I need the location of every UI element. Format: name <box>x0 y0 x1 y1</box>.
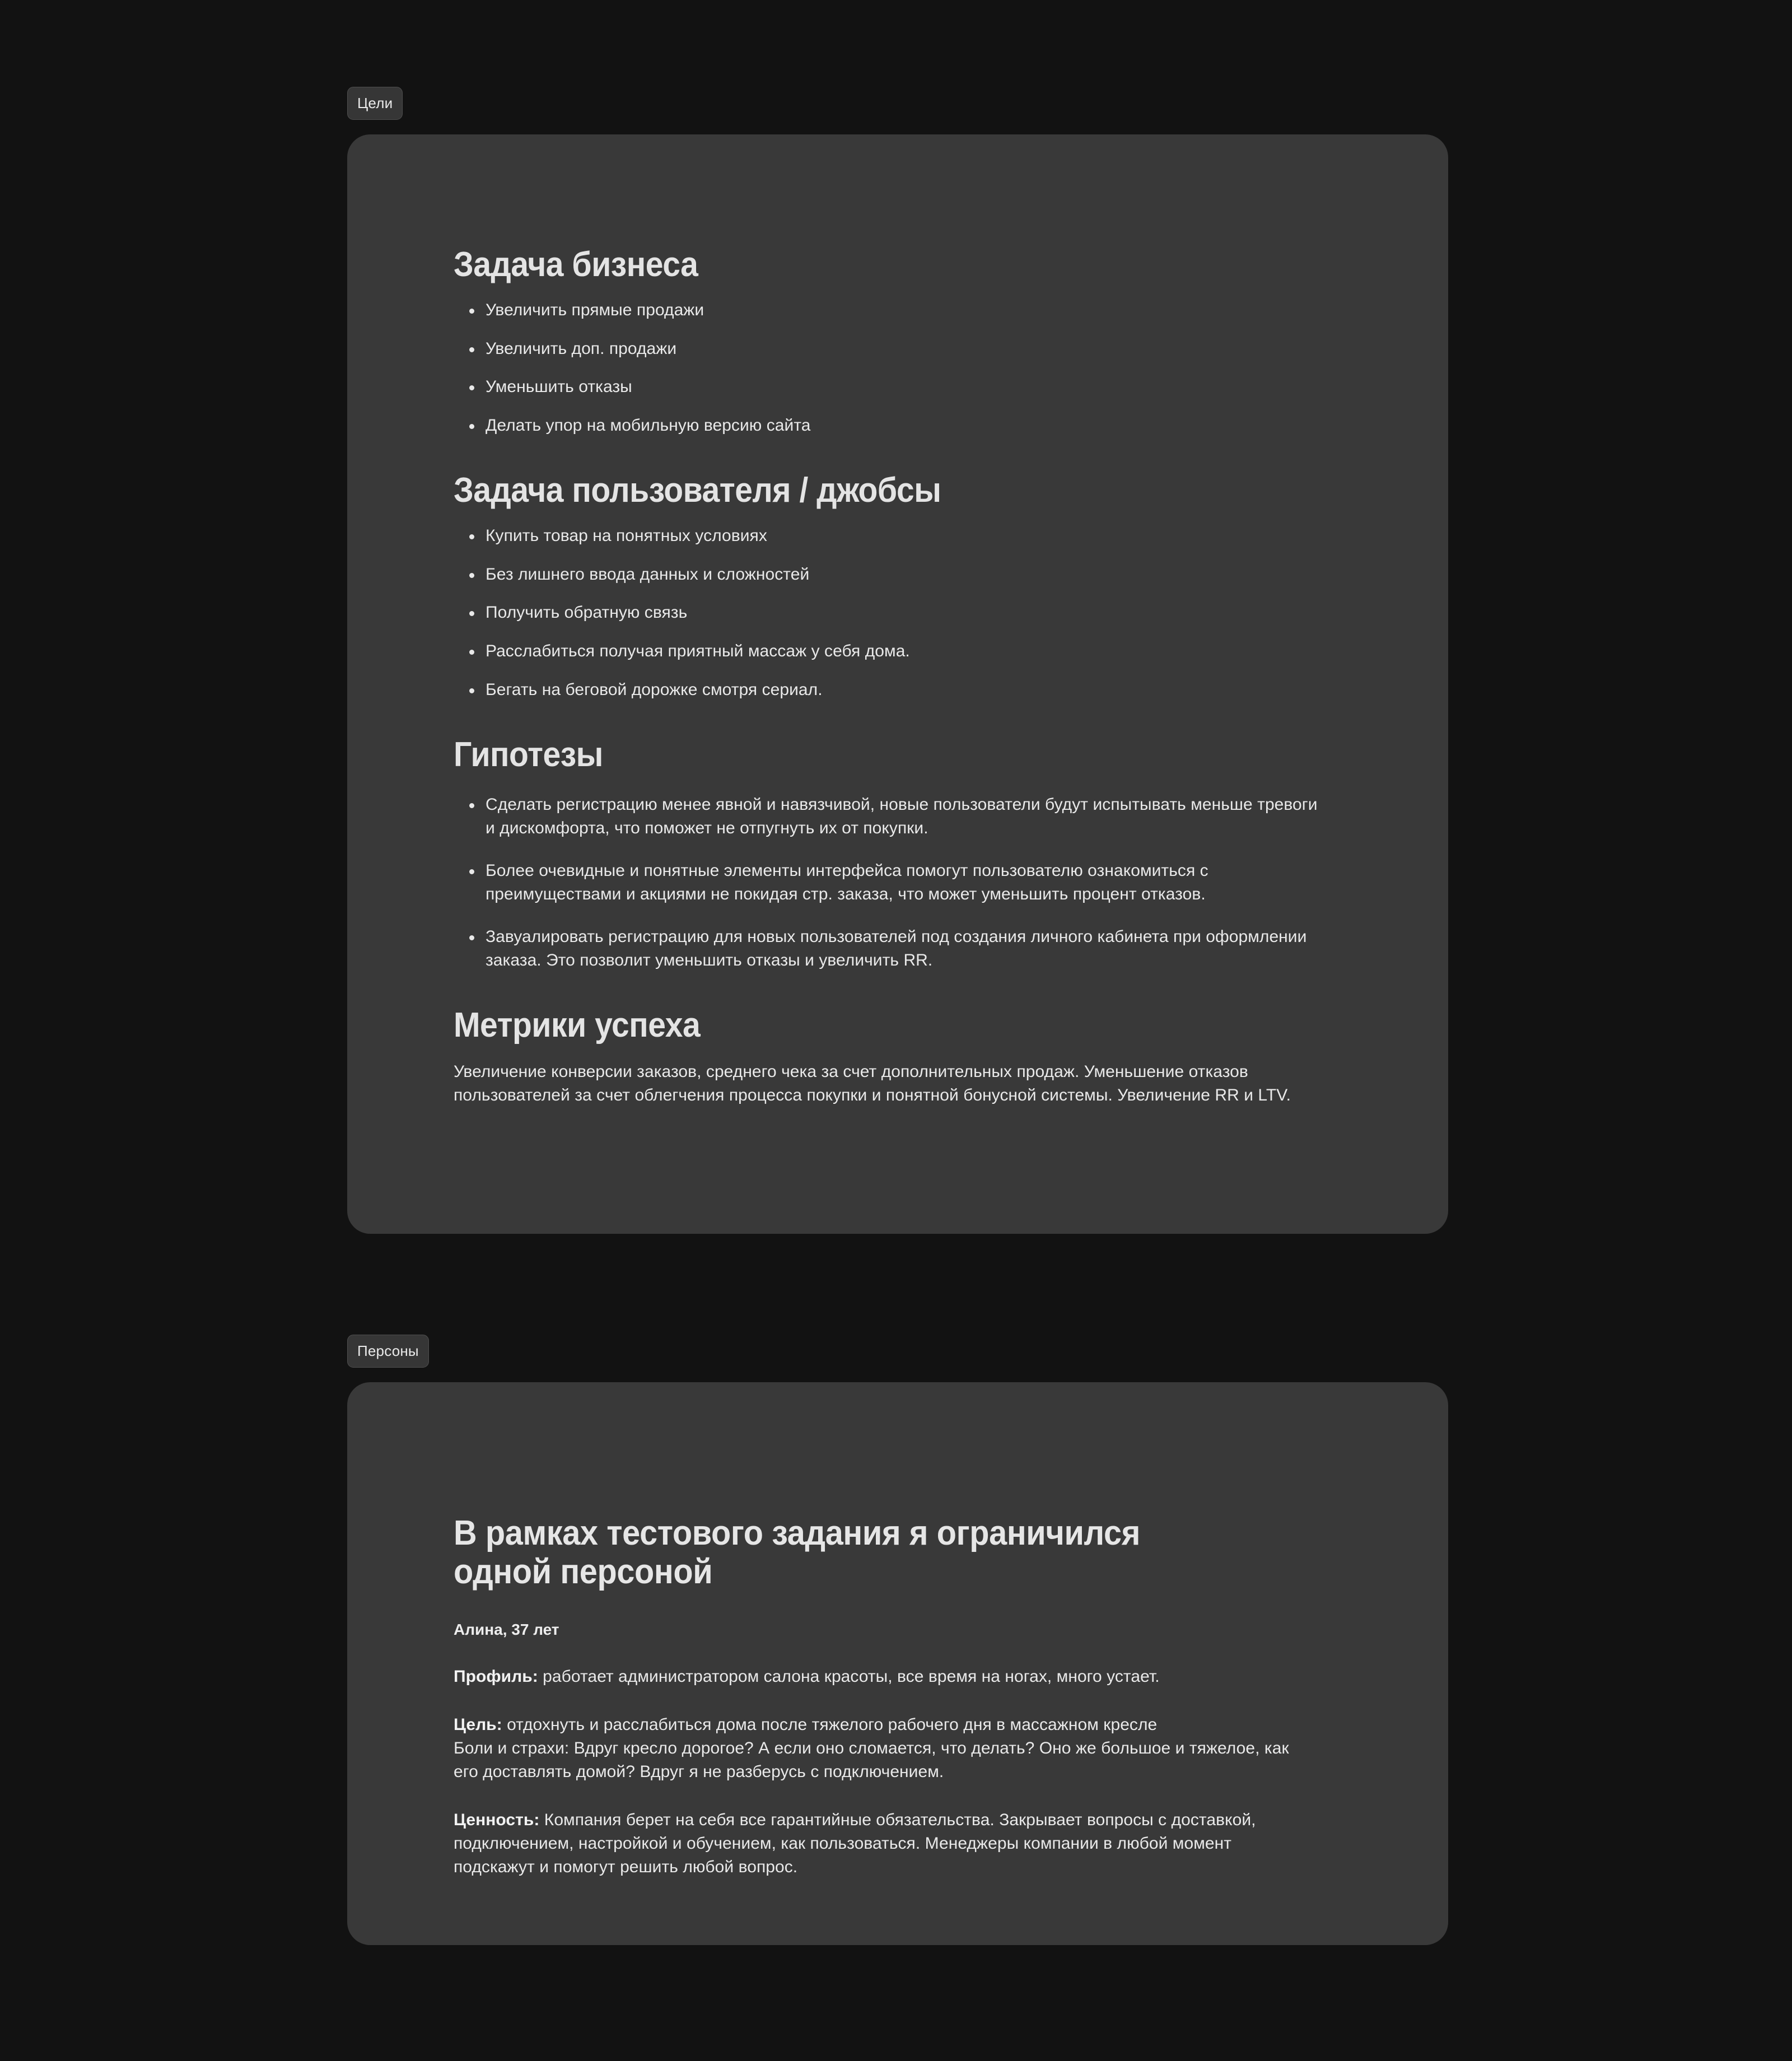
list-item: Увеличить доп. продажи <box>454 337 1337 361</box>
list-item: Уменьшить отказы <box>454 375 1337 399</box>
list-item: Сделать регистрацию менее явной и навязчивой, новые пользователи будут испытывать меньше тревоги и дискомфорта, что поможет не отпугнуть их от покупки. <box>454 793 1326 840</box>
persona-value <box>454 1808 1294 1879</box>
persona-goal-text: отдохнуть и расслабиться дома после тяжелого рабочего дня в массажном кресле <box>502 1715 1158 1734</box>
list-item: Увеличить прямые продажи <box>454 299 1337 323</box>
persona-fears-text: Боли и страхи: Вдруг кресло дорогое? А если оно сломается, что делать? Оно же большое и тяжелое, как его доставлять домой? Вдруг я не разберусь с подключением. <box>454 1739 1289 1782</box>
list-user-task <box>454 524 1381 702</box>
section-personas <box>347 1335 1448 1945</box>
card-goals-content <box>347 168 1448 1107</box>
list-item: Получить обратную связь <box>454 601 1337 625</box>
block-success-metrics <box>454 1007 1381 1107</box>
list-item: Делать упор на мобильную версию сайта <box>454 414 1337 438</box>
persona-goal-label: Цель: <box>454 1715 502 1734</box>
list-item: Расслабиться получая приятный массаж у себя дома. <box>454 640 1337 664</box>
list-item: Более очевидные и понятные элементы интерфейса помогут пользователю ознакомиться с преимуществами и акциями не покидая стр. заказа, что может уменьшить процент отказов. <box>454 859 1326 906</box>
list-item: Завуалировать регистрацию для новых пользователей под создания личного кабинета при оформлении заказа. Это позволит уменьшить отказы и увеличить RR. <box>454 925 1326 972</box>
heading-user-task: Задача пользователя / джобсы <box>454 471 941 510</box>
heading-success-metrics: Метрики успеха <box>454 1006 701 1045</box>
persona-profile-text: работает администратором салона красоты, все время на ногах, много устает. <box>538 1667 1160 1686</box>
persona-profile-label: Профиль: <box>454 1667 538 1686</box>
block-business-task <box>454 246 1381 437</box>
persona-profile <box>454 1665 1294 1689</box>
tab-badge-goals[interactable]: Цели <box>347 87 403 120</box>
list-business-task <box>454 299 1381 437</box>
list-item: Купить товар на понятных условиях <box>454 524 1337 548</box>
tab-badge-personas[interactable]: Персоны <box>347 1335 429 1368</box>
persona-value-label: Ценность: <box>454 1811 540 1830</box>
block-user-task <box>454 472 1381 702</box>
card-personas <box>347 1382 1448 1945</box>
card-personas-content <box>347 1416 1448 1879</box>
list-item: Бегать на беговой дорожке смотря сериал. <box>454 678 1337 702</box>
persona-goal <box>454 1713 1294 1784</box>
persona-goal-line <box>454 1713 1294 1737</box>
block-hypotheses <box>454 736 1381 972</box>
list-item: Без лишнего ввода данных и сложностей <box>454 563 1337 587</box>
heading-business-task: Задача бизнеса <box>454 245 698 284</box>
heading-hypotheses: Гипотезы <box>454 735 603 775</box>
persona-value-text: Компания берет на себя все гарантийные обязательства. Закрывает вопросы с доставкой, подключением, настройкой и обучением, как пользоваться. Менеджеры компании в любой момент подскажут и помогут решить любой вопрос. <box>454 1811 1256 1877</box>
section-goals <box>347 87 1448 1234</box>
card-goals <box>347 134 1448 1234</box>
heading-persona-intro: В рамках тестового задания я ограничился одной персоной <box>454 1514 1141 1592</box>
paragraph-success-metrics: Увеличение конверсии заказов, среднего чека за счет дополнительных продаж. Уменьшение отказов пользователей за счет облегчения процесса покупки и понятной бонусной системы. Увеличение RR и LTV. <box>454 1062 1291 1105</box>
list-hypotheses <box>454 793 1381 972</box>
persona-name: Алина, 37 лет <box>454 1620 559 1638</box>
